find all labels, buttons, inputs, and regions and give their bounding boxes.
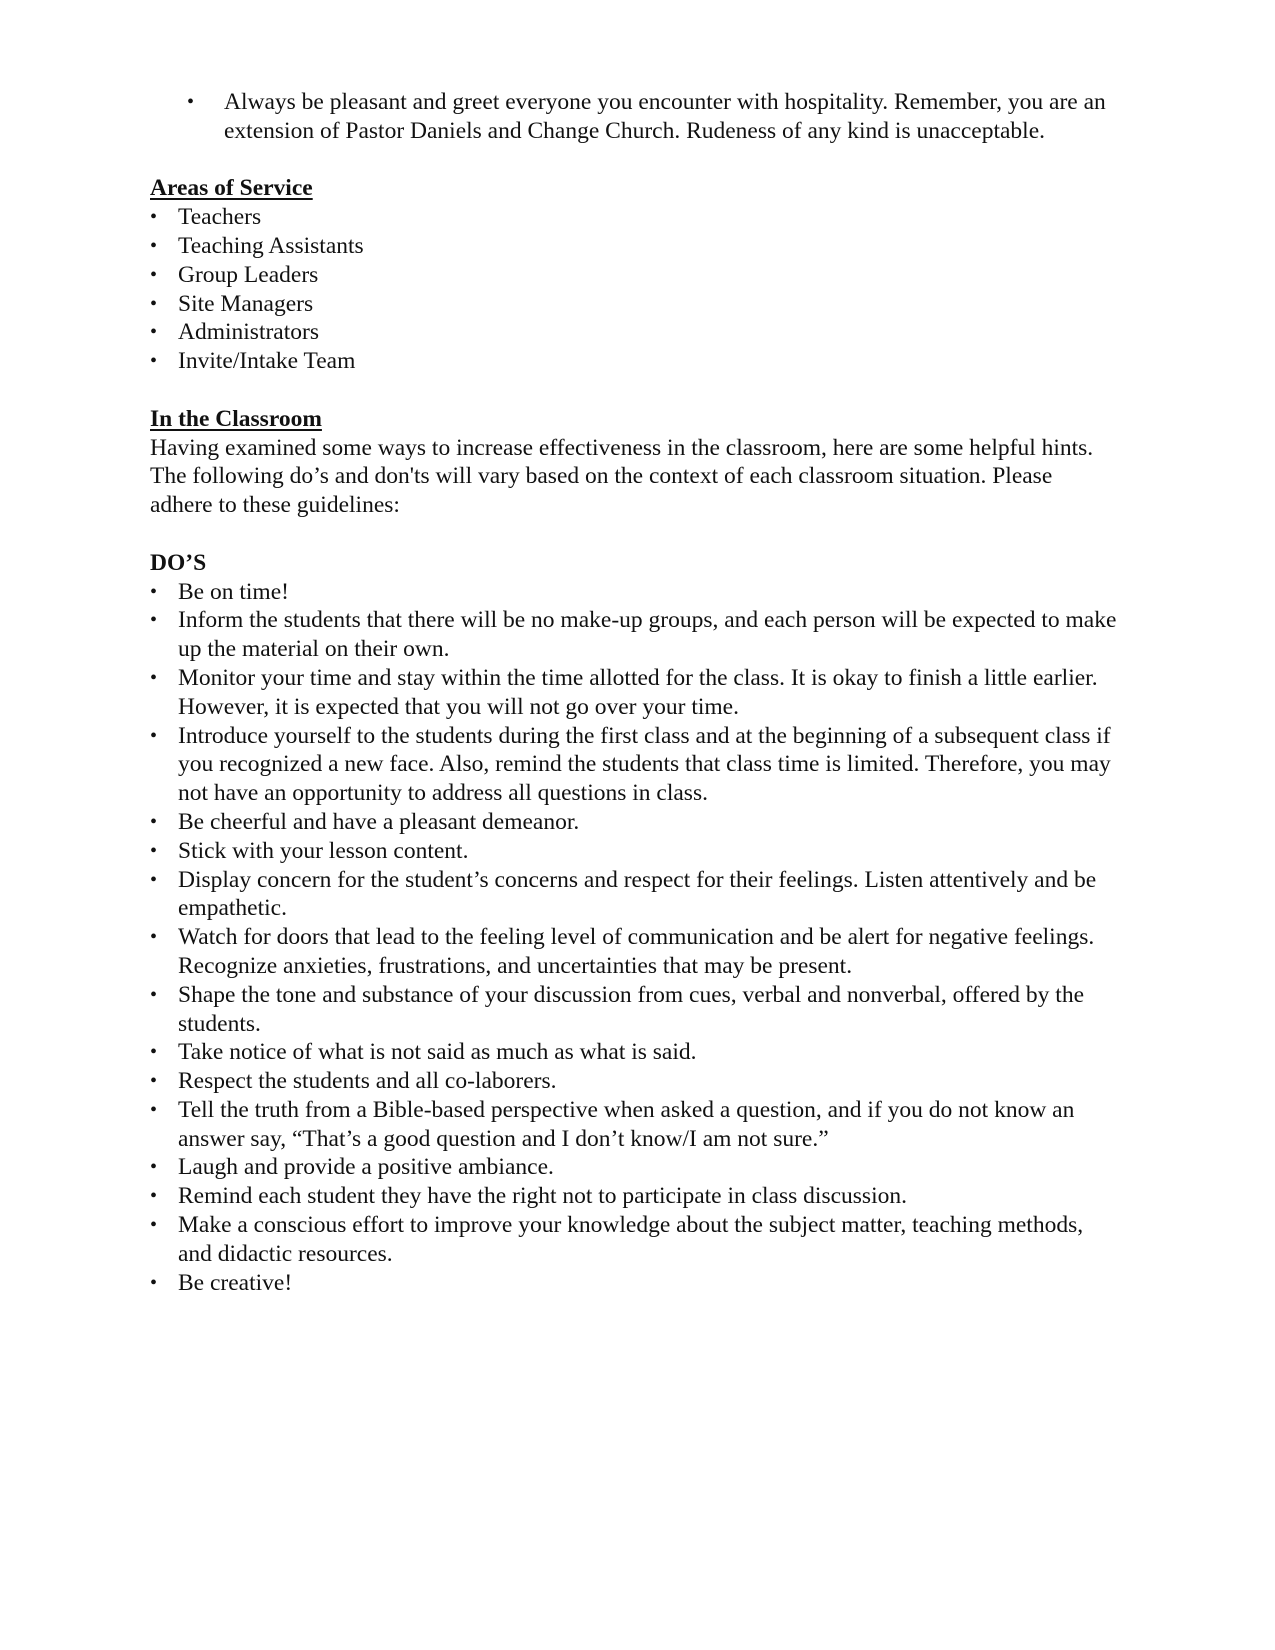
bullet-icon: • (150, 926, 158, 949)
list-item-text: Watch for doors that lead to the feeling level of communication and be alert for negative feelings. Recognize anxieties, frustrations, and uncertainties that may be present. (178, 924, 1095, 979)
bullet-icon: • (150, 1271, 158, 1294)
bullet-icon: • (150, 666, 158, 689)
list-item (150, 261, 1120, 290)
bullet-icon: • (150, 810, 158, 833)
intro-list (150, 88, 1120, 146)
list-item (150, 981, 1120, 1039)
list-item-text: Teachers (178, 204, 262, 231)
list-item-text: Tell the truth from a Bible-based perspective when asked a question, and if you do not know an answer say, “That’s a good question and I don’t know/I am not sure.” (178, 1096, 1075, 1152)
list-item (150, 808, 1120, 837)
list-item-text: Site Managers (178, 290, 314, 317)
bullet-icon: • (150, 868, 158, 891)
list-item (150, 722, 1120, 808)
list-item-text: Teaching Assistants (178, 232, 364, 259)
list-item (150, 866, 1120, 924)
document-page (150, 88, 1120, 1297)
bullet-icon: • (150, 1185, 158, 1208)
list-item-text: Monitor your time and stay within the time allotted for the class. It is okay to finish a little earlier. However, it is expected that you will not go over your time. (178, 664, 1098, 720)
bullet-icon: • (150, 1214, 158, 1237)
list-item (150, 232, 1120, 261)
bullet-icon: • (150, 983, 158, 1006)
bullet-icon: • (150, 580, 158, 603)
dos-heading: DO’S (150, 549, 207, 576)
areas-of-service-list (150, 203, 1120, 376)
bullet-icon: • (150, 234, 158, 257)
list-item (150, 1153, 1120, 1182)
list-item-text: Be cheerful and have a pleasant demeanor. (178, 808, 580, 835)
dos-list (150, 578, 1120, 1298)
bullet-icon: • (150, 321, 158, 344)
bullet-icon: • (150, 1041, 158, 1064)
list-item (150, 1038, 1120, 1067)
list-item-text: Administrators (178, 319, 319, 346)
list-item-text: Shape the tone and substance of your discussion from cues, verbal and nonverbal, offered by the students. (178, 981, 1085, 1037)
bullet-icon: • (150, 206, 158, 229)
bullet-icon: • (187, 91, 195, 113)
bullet-icon: • (150, 1098, 158, 1121)
bullet-icon: • (150, 724, 158, 747)
list-item-text: Be creative! (178, 1269, 293, 1296)
list-item (150, 1096, 1120, 1154)
list-item (150, 578, 1120, 607)
bullet-icon: • (150, 1070, 158, 1093)
list-item (150, 203, 1120, 232)
list-item-text: Introduce yourself to the students during the first class and at the beginning of a subsequent class if you recognized a new face. Also, remind the students that class time is limited. Therefore, you may not have an opportunity to address all questions in class. (178, 722, 1111, 807)
list-item (150, 837, 1120, 866)
list-item (150, 664, 1120, 722)
list-item-text: Make a conscious effort to improve your knowledge about the subject matter, teaching methods, and didactic resources. (178, 1212, 1084, 1267)
classroom-paragraph: Having examined some ways to increase effectiveness in the classroom, here are some helpful hints. The following do’s and don'ts will vary based on the context of each classroom situation. Please adhere to these guidelines: (150, 434, 1094, 519)
list-item (150, 1269, 1120, 1298)
bullet-icon: • (150, 292, 158, 315)
areas-of-service-heading: Areas of Service (150, 175, 313, 202)
list-item-text: Group Leaders (178, 261, 319, 288)
list-item-text: Take notice of what is not said as much as what is said. (178, 1039, 697, 1066)
bullet-icon: • (150, 609, 158, 632)
bullet-icon: • (150, 350, 158, 373)
list-item-text: Stick with your lesson content. (178, 837, 469, 864)
list-item (150, 290, 1120, 319)
list-item-text: Be on time! (178, 578, 289, 605)
list-item (150, 1067, 1120, 1096)
list-item-text: Inform the students that there will be no make-up groups, and each person will be expected to make up the material on their own. (178, 607, 1117, 663)
bullet-icon: • (150, 839, 158, 862)
list-item (150, 1211, 1120, 1269)
bullet-icon: • (150, 263, 158, 286)
list-item-text: Laugh and provide a positive ambiance. (178, 1154, 554, 1181)
bullet-icon: • (150, 1156, 158, 1179)
list-item-text: Remind each student they have the right not to participate in class discussion. (178, 1183, 907, 1210)
in-the-classroom-heading: In the Classroom (150, 405, 322, 432)
list-item-text: Always be pleasant and greet everyone you encounter with hospitality. Remember, you are an extension of Pastor Daniels and Change Church. Rudeness of any kind is unacceptable. (224, 89, 1106, 144)
list-item-text: Display concern for the student’s concerns and respect for their feelings. Listen attentively and be empathetic. (178, 866, 1097, 922)
list-item (150, 923, 1120, 981)
list-item (150, 88, 1120, 146)
list-item (150, 347, 1120, 376)
list-item (150, 1182, 1120, 1211)
list-item (150, 606, 1120, 664)
list-item-text: Respect the students and all co-laborers. (178, 1068, 557, 1095)
list-item (150, 318, 1120, 347)
list-item-text: Invite/Intake Team (178, 348, 356, 375)
